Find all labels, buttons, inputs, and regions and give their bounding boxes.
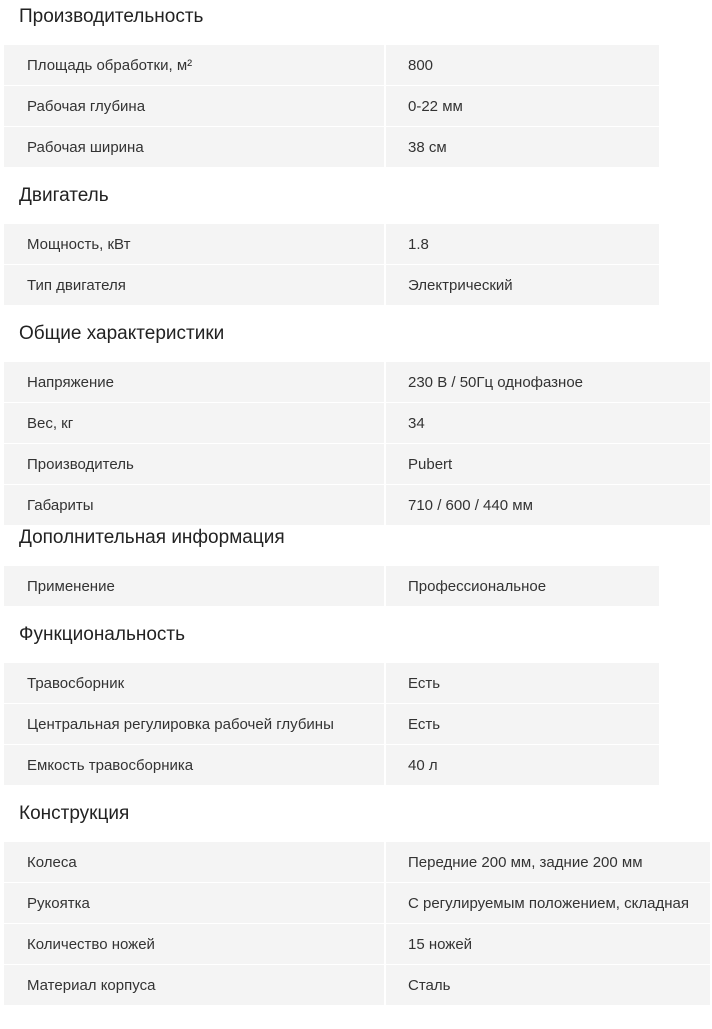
spec-value: 34 — [386, 403, 710, 443]
table-row — [4, 265, 659, 305]
spec-table-engine — [4, 224, 659, 306]
table-row — [4, 403, 710, 443]
spec-value: Pubert — [386, 444, 710, 484]
spec-value: 38 см — [386, 127, 659, 167]
table-row — [4, 362, 710, 402]
spec-label: Количество ножей — [4, 924, 384, 964]
table-row — [4, 704, 659, 744]
section-title-performance: Производительность — [19, 6, 204, 27]
table-row — [4, 45, 659, 85]
section-title-additional: Дополнительная информация — [19, 527, 285, 548]
spec-value: С регулируемым положением, складная — [386, 883, 710, 923]
table-row — [4, 566, 659, 606]
section-title-functionality: Функциональность — [19, 624, 186, 645]
spec-label: Рабочая ширина — [4, 127, 384, 167]
spec-value: 710 / 600 / 440 мм — [386, 485, 710, 525]
spec-label: Производитель — [4, 444, 384, 484]
spec-label: Колеса — [4, 842, 384, 882]
table-row — [4, 224, 659, 264]
spec-table-general — [4, 362, 710, 526]
table-row — [4, 745, 659, 785]
spec-value: Электрический — [386, 265, 659, 305]
table-row — [4, 883, 710, 923]
table-row — [4, 924, 710, 964]
spec-label: Емкость травосборника — [4, 745, 384, 785]
spec-label: Площадь обработки, м² — [4, 45, 384, 85]
section-title-general: Общие характеристики — [19, 323, 225, 344]
spec-value: 0-22 мм — [386, 86, 659, 126]
spec-label: Рукоятка — [4, 883, 384, 923]
spec-value: 800 — [386, 45, 659, 85]
spec-value: 1.8 — [386, 224, 659, 264]
table-row — [4, 127, 659, 167]
spec-value: Профессиональное — [386, 566, 659, 606]
spec-label: Материал корпуса — [4, 965, 384, 1005]
spec-label: Напряжение — [4, 362, 384, 402]
table-row — [4, 965, 710, 1005]
spec-table-performance — [4, 45, 659, 168]
spec-value: Сталь — [386, 965, 710, 1005]
spec-label: Мощность, кВт — [4, 224, 384, 264]
table-row — [4, 444, 710, 484]
spec-label: Габариты — [4, 485, 384, 525]
spec-label: Центральная регулировка рабочей глубины — [4, 704, 384, 744]
section-title-engine: Двигатель — [19, 185, 109, 206]
table-row — [4, 86, 659, 126]
table-row — [4, 485, 710, 525]
spec-label: Рабочая глубина — [4, 86, 384, 126]
table-row — [4, 842, 710, 882]
spec-label: Применение — [4, 566, 384, 606]
spec-value: 230 В / 50Гц однофазное — [386, 362, 710, 402]
spec-table-additional — [4, 566, 659, 607]
table-row — [4, 663, 659, 703]
spec-value: 40 л — [386, 745, 659, 785]
spec-label: Тип двигателя — [4, 265, 384, 305]
spec-value: Есть — [386, 663, 659, 703]
spec-value: 15 ножей — [386, 924, 710, 964]
section-title-construction: Конструкция — [19, 803, 130, 824]
spec-label: Вес, кг — [4, 403, 384, 443]
spec-value: Есть — [386, 704, 659, 744]
spec-table-functionality — [4, 663, 659, 786]
spec-value: Передние 200 мм, задние 200 мм — [386, 842, 710, 882]
spec-label: Травосборник — [4, 663, 384, 703]
spec-table-construction — [4, 842, 710, 1006]
